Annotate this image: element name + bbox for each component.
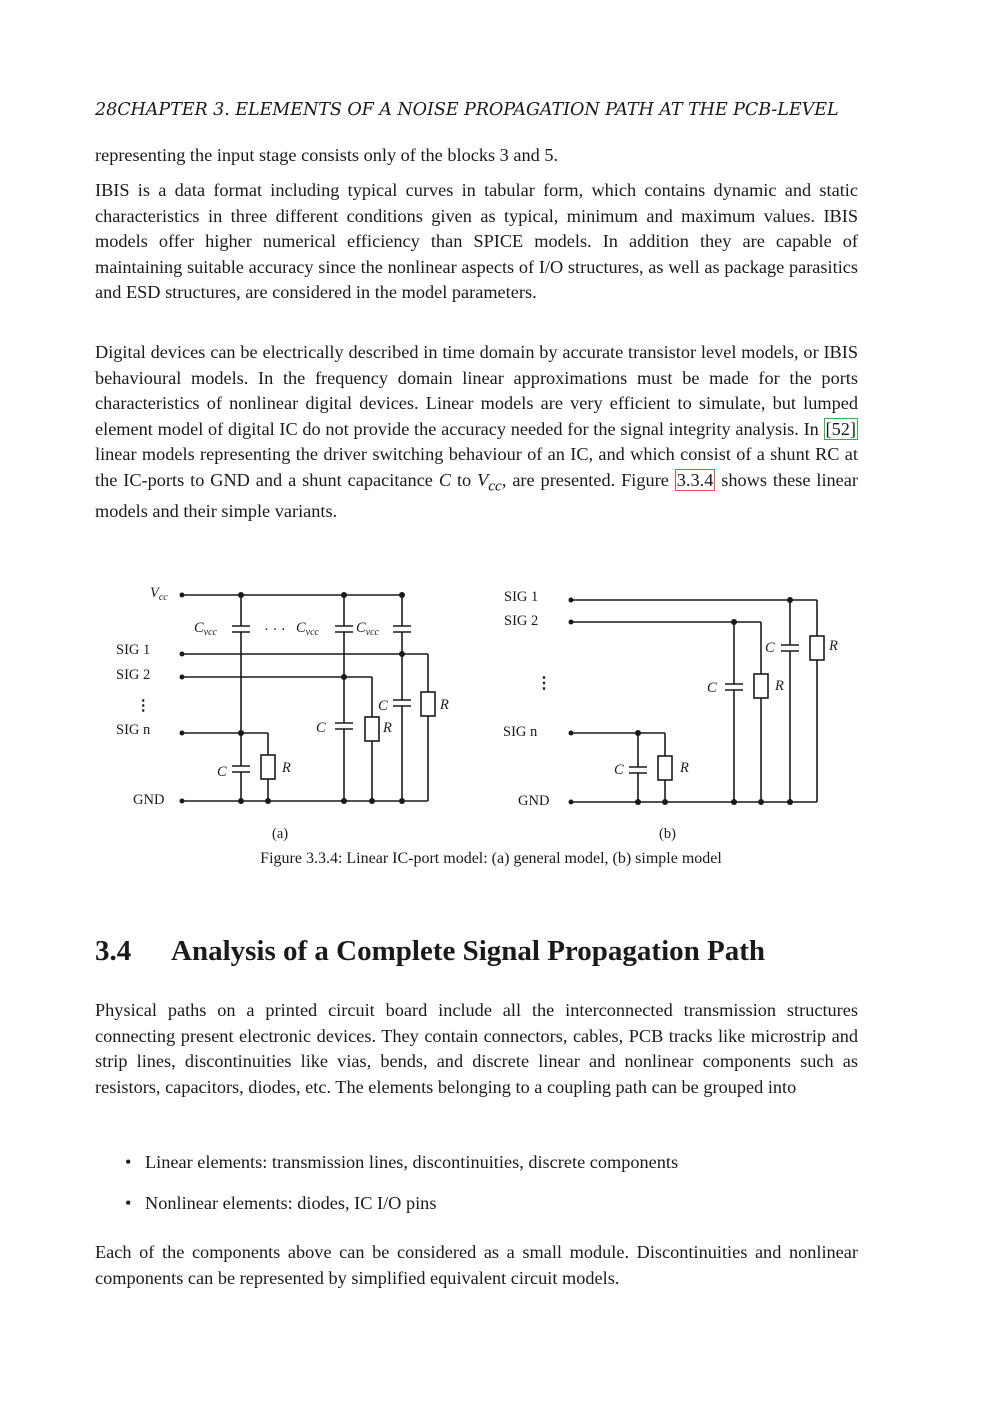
label-r: R (829, 638, 838, 654)
label-cvcc: $C_{vcc}$ (296, 620, 319, 638)
label-gnd: GND (133, 792, 165, 808)
junction (341, 592, 347, 598)
paragraph-each: Each of the components above can be considered as a small module. Discontinuities and nonlinear components can be represented by simplified equivalent circuit models. (95, 1242, 858, 1288)
label-r: R (282, 760, 291, 776)
paragraph-first: representing the input stage consists only of the blocks 3 and 5. (95, 145, 559, 165)
bullet-marker: • (125, 1152, 132, 1172)
terminal (180, 731, 185, 736)
junction (265, 798, 271, 804)
label-sign: SIG n (116, 722, 151, 738)
junction (787, 799, 793, 805)
resistor (658, 756, 672, 780)
junction (635, 730, 641, 736)
junction (399, 798, 405, 804)
text-run: , are presented. Figure (501, 469, 675, 490)
bullet-marker: • (125, 1193, 132, 1213)
terminal (180, 675, 185, 680)
figure-circuit (0, 575, 1000, 875)
resistor (754, 674, 768, 698)
junction (731, 619, 737, 625)
list-item-text: Nonlinear elements: diodes, IC I/O pins (145, 1193, 437, 1213)
label-c: C (765, 640, 775, 656)
label-vcc: $V_{cc}$ (150, 585, 168, 603)
junction (758, 799, 764, 805)
figure-ref-link[interactable]: 3.3.4 (676, 469, 714, 490)
label-cvcc: $C_{vcc}$ (194, 620, 217, 638)
label-sign: SIG n (503, 724, 538, 740)
label-vdots: ⋮ (136, 698, 151, 714)
var-c: C (438, 469, 452, 490)
junction (341, 798, 347, 804)
list-item (125, 1150, 845, 1175)
paragraph-ibis: IBIS is a data format including typical curves in tabular form, which contains dynamic and static characteristics in three different conditions given as typical, minimum and maximum values. IBIS models offer higher numerical efficiency than SPICE models. In addition they are capable of maintaining suitable accuracy since the nonlinear aspects of I/O structures, as well as package parasitics and ESD structures, are considered in the model parameters. (95, 180, 858, 302)
junction (238, 592, 244, 598)
paragraph-digital (95, 340, 858, 524)
resistor (810, 636, 824, 660)
label-c: C (316, 720, 326, 736)
bullet-list (125, 1150, 845, 1232)
label-c: C (614, 762, 624, 778)
chapter-title: CHAPTER 3. ELEMENTS OF A NOISE PROPAGATION PATH AT THE PCB-LEVEL (117, 100, 839, 120)
terminal (569, 800, 574, 805)
terminal (180, 593, 185, 598)
list-item (125, 1191, 845, 1216)
page-number: 28 (95, 100, 118, 120)
label-gnd: GND (518, 793, 550, 809)
text-run: shows these linear models and their simple variants. (95, 469, 858, 521)
label-r: R (680, 760, 689, 776)
junction (635, 799, 641, 805)
label-c: C (378, 698, 388, 714)
label-sig2: SIG 2 (504, 613, 539, 629)
junction (341, 674, 347, 680)
paragraph-physical: Physical paths on a printed circuit board include all the interconnected transmission structures connecting present electronic devices. They contain connectors, cables, PCB tracks like microstrip and strip lines, discontinuities like vias, bends, and discrete linear and nonlinear components such as resistors, capacitors, diodes, etc. The elements belonging to a coupling path can be grouped into (95, 1000, 858, 1097)
terminal (569, 598, 574, 603)
var-vcc-base: V (477, 469, 489, 490)
junction (731, 799, 737, 805)
circuit-a-nodes (180, 592, 406, 804)
label-r: R (440, 697, 449, 713)
running-head (95, 100, 885, 120)
label-r: R (383, 720, 392, 736)
junction (238, 730, 244, 736)
citation-link-52[interactable]: [52] (825, 418, 856, 439)
list-item-text: Linear elements: transmission lines, discontinuities, discrete components (145, 1152, 679, 1172)
figure-caption: Figure 3.3.4: Linear IC-port model: (a) general model, (b) simple model (260, 850, 722, 867)
text-run: linear models representing the driver switching behaviour of an IC, and which consist of a shunt RC at the IC-ports to GND and a shunt capacitance (95, 444, 858, 490)
junction (787, 597, 793, 603)
section-title: Analysis of a Complete Signal Propagation Path (171, 935, 766, 967)
label-sig1: SIG 1 (116, 642, 151, 658)
circuit-b (571, 600, 824, 802)
sublabel-a: (a) (272, 826, 289, 842)
junction (399, 592, 405, 598)
junction (662, 799, 668, 805)
circuit-a-labels (116, 585, 449, 842)
junction (238, 798, 244, 804)
resistor (261, 755, 275, 779)
resistor (421, 692, 435, 716)
label-c: C (217, 764, 227, 780)
section-heading (95, 935, 875, 968)
label-sig2: SIG 2 (116, 667, 151, 683)
label-sig1: SIG 1 (504, 589, 539, 605)
var-vcc-sub: cc (488, 477, 502, 495)
junction (399, 651, 405, 657)
label-c: C (707, 680, 717, 696)
sublabel-b: (b) (659, 826, 676, 842)
var-vcc (477, 469, 502, 495)
label-cvcc: $C_{vcc}$ (356, 620, 379, 638)
text-run: to (451, 469, 478, 490)
terminal (180, 799, 185, 804)
label-r: R (775, 678, 784, 694)
resistor (365, 717, 379, 741)
terminal (569, 731, 574, 736)
junction (369, 798, 375, 804)
section-number: 3.4 (95, 935, 132, 967)
terminal (180, 652, 185, 657)
circuit-b-labels (503, 589, 838, 842)
text-run: Digital devices can be electrically described in time domain by accurate transistor level models, or IBIS behavioural models. In the frequency domain linear approximations must be made for the ports characteristics of nonlinear digital devices. Linear models are very efficient to simulate, but lumped element model of digital IC do not provide the accuracy needed for the signal integrity analysis. In (95, 342, 858, 439)
label-hdots: · · · (264, 622, 286, 638)
label-vdots: ⋮ (536, 675, 552, 692)
terminal (569, 620, 574, 625)
